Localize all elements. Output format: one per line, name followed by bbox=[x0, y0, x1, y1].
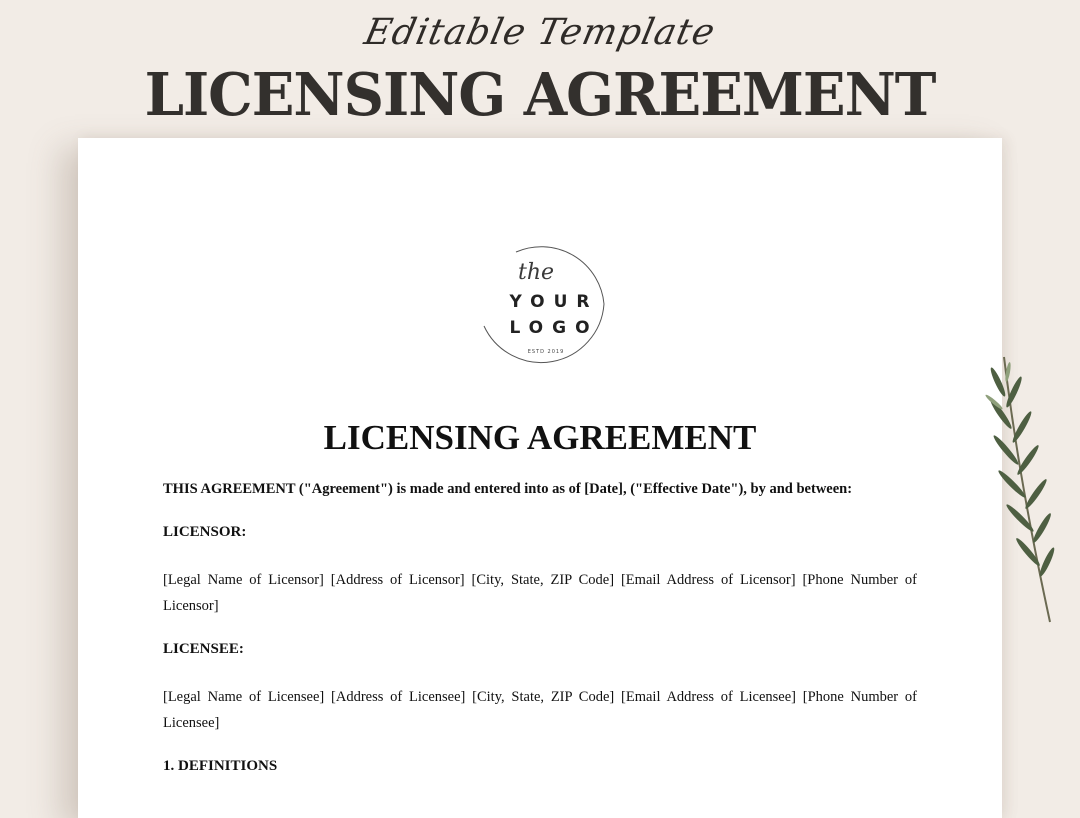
logo-the-script: the bbox=[518, 260, 555, 285]
licensee-details: [Legal Name of Licensee] [Address of Licensee] [City, State, ZIP Code] [Email Address of Licensee] [Phone Number of Licensee] bbox=[163, 689, 917, 731]
section-definitions-heading: 1. DEFINITIONS bbox=[163, 758, 278, 774]
banner-subtitle: Editable Template bbox=[360, 12, 720, 53]
logo-estd: ESTD 2019 bbox=[527, 349, 565, 355]
agreement-intro: THIS AGREEMENT ("Agreement") is made and entered into as of [Date], ("Effective Date"), by and between: bbox=[163, 481, 853, 497]
rosemary-sprig-icon bbox=[984, 352, 1064, 632]
document-body bbox=[163, 481, 917, 801]
logo-logo: LOGO bbox=[509, 318, 599, 338]
licensee-heading: LICENSEE: bbox=[163, 641, 244, 657]
logo bbox=[476, 242, 616, 387]
licensor-heading: LICENSOR: bbox=[163, 524, 247, 540]
document-page bbox=[78, 138, 1002, 818]
logo-your: YOUR bbox=[509, 292, 599, 312]
licensor-details: [Legal Name of Licensor] [Address of Licensor] [City, State, ZIP Code] [Email Address of Licensor] [Phone Number of Licensor] bbox=[163, 572, 917, 614]
document-title: LICENSING AGREEMENT bbox=[323, 418, 757, 457]
banner-title: LICENSING AGREEMENT bbox=[144, 60, 936, 130]
